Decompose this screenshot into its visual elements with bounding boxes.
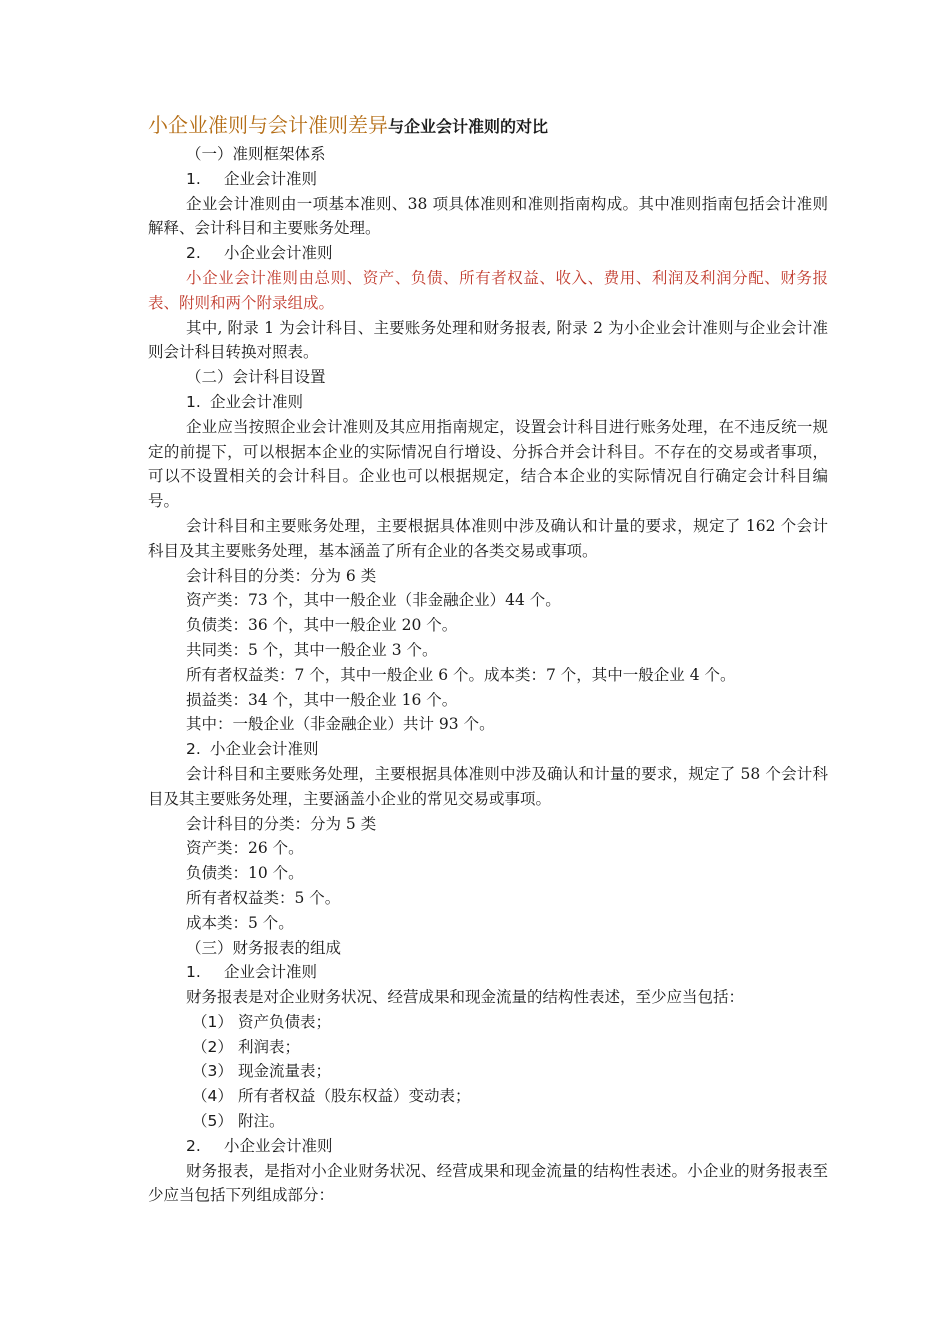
subsection-number: 2. <box>186 244 201 263</box>
subsection-number: 1. <box>186 392 201 411</box>
document-title <box>148 108 828 142</box>
list-item <box>148 1059 828 1084</box>
subsection-label: 小企业会计准则 <box>210 740 319 759</box>
title-main: 小企业准则与会计准则差异 <box>148 113 388 137</box>
document-page <box>148 108 828 1208</box>
list-number: （3） <box>192 1062 233 1081</box>
list-number: （4） <box>192 1087 233 1106</box>
category-line: 成本类：5 个。 <box>186 913 294 932</box>
subsection-heading <box>148 737 828 762</box>
subsection-heading <box>148 167 828 192</box>
section-heading: （二）会计科目设置 <box>186 368 326 387</box>
paragraph: 会计科目和主要账务处理，主要根据具体准则中涉及确认和计量的要求，规定了 162 个会计科目及其主要账务处理，基本涵盖了所有企业的各类交易或事项。 <box>148 516 828 560</box>
list-item <box>148 1010 828 1035</box>
category-line: 会计科目的分类：分为 5 类 <box>186 814 377 833</box>
paragraph: 财务报表是对企业财务状况、经营成果和现金流量的结构性表述，至少应当包括： <box>186 988 745 1007</box>
paragraph: 财务报表，是指对小企业财务状况、经营成果和现金流量的结构性表述。小企业的财务报表至少应当包括下列组成部分： <box>148 1161 828 1205</box>
list-item <box>148 1109 828 1134</box>
paragraph: 企业会计准则由一项基本准则、38 项具体准则和准则指南构成。其中准则指南包括会计准则解释、会计科目和主要账务处理。 <box>148 194 828 238</box>
category-line: 资产类：73 个，其中一般企业（非金融企业）44 个。 <box>186 591 561 610</box>
list-number: （2） <box>192 1037 233 1056</box>
subsection-heading <box>148 390 828 415</box>
subsection-label: 企业会计准则 <box>210 392 304 411</box>
section-heading: （三）财务报表的组成 <box>186 938 342 957</box>
list-item <box>148 1035 828 1060</box>
subsection-heading <box>148 960 828 985</box>
subsection-heading <box>148 241 828 266</box>
category-line: 所有者权益类：5 个。 <box>186 888 341 907</box>
paragraph: 企业应当按照企业会计准则及其应用指南规定，设置会计科目进行账务处理，在不违反统一规定的前提下，可以根据本企业的实际情况自行增设、分拆合并会计科目。不存在的交易或者事项，可以不设置相关的会计科目。企业也可以根据规定，结合本企业的实际情况自行确定会计科目编号。 <box>148 417 828 511</box>
list-text: 现金流量表； <box>238 1062 332 1081</box>
category-line: 其中：一般企业（非金融企业）共计 93 个。 <box>186 715 495 734</box>
subsection-label: 企业会计准则 <box>224 963 318 982</box>
category-line: 所有者权益类：7 个，其中一般企业 6 个。成本类：7 个，其中一般企业 4 个。 <box>186 665 736 684</box>
subsection-label: 小企业会计准则 <box>224 1136 333 1155</box>
list-text: 附注。 <box>238 1112 285 1131</box>
subsection-number: 1. <box>186 169 201 188</box>
highlighted-paragraph: 小企业会计准则由总则、资产、负债、所有者权益、收入、费用、利润及利润分配、财务报表、附则和两个附录组成。 <box>148 268 828 312</box>
subsection-number: 2. <box>186 1136 201 1155</box>
category-line: 共同类：5 个，其中一般企业 3 个。 <box>186 640 438 659</box>
title-sub: 与企业会计准则的对比 <box>388 117 549 136</box>
subsection-number: 2. <box>186 740 201 759</box>
category-line: 负债类：36 个，其中一般企业 20 个。 <box>186 616 458 635</box>
section-heading: （一）准则框架体系 <box>186 145 326 163</box>
category-line: 损益类：34 个，其中一般企业 16 个。 <box>186 690 458 709</box>
list-text: 资产负债表； <box>238 1012 332 1031</box>
list-item <box>148 1084 828 1109</box>
category-line: 负债类：10 个。 <box>186 864 304 883</box>
paragraph: 其中, 附录 1 为会计科目、主要账务处理和财务报表, 附录 2 为小企业会计准则与企业会计准则会计科目转换对照表。 <box>148 318 828 362</box>
category-line: 资产类：26 个。 <box>186 839 304 858</box>
list-text: 所有者权益（股东权益）变动表； <box>238 1087 471 1106</box>
subsection-label: 企业会计准则 <box>224 169 318 188</box>
list-number: （5） <box>192 1112 233 1131</box>
list-text: 利润表； <box>238 1037 301 1056</box>
subsection-heading <box>148 1134 828 1159</box>
paragraph: 会计科目和主要账务处理，主要根据具体准则中涉及确认和计量的要求，规定了 58 个会计科目及其主要账务处理，主要涵盖小企业的常见交易或事项。 <box>148 764 828 808</box>
list-number: （1） <box>192 1012 233 1031</box>
subsection-number: 1. <box>186 963 201 982</box>
category-line: 会计科目的分类：分为 6 类 <box>186 566 377 585</box>
subsection-label: 小企业会计准则 <box>224 244 333 263</box>
